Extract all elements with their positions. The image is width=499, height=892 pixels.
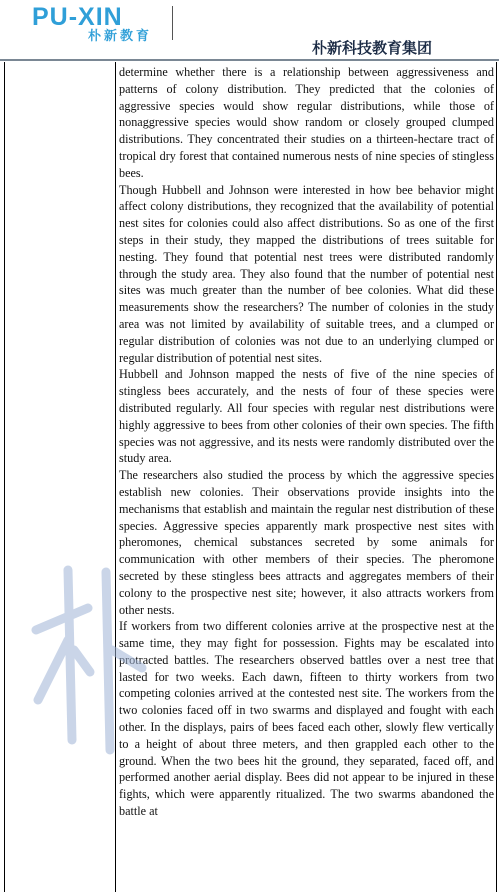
- paragraph-3: Hubbell and Johnson mapped the nests of five of the nine species of stingless bees accurately, and the nests of four of these species were distributed regularly. All four species with regular nest distributions were highly aggressive to bees from other colonies of their own species. The fifth species was not aggressive, and its nests were randomly distributed over the study area.: [119, 367, 494, 466]
- passage-cell: [116, 64, 497, 820]
- company-name: 朴新科技教育集团: [312, 39, 433, 57]
- document-table: [4, 62, 497, 892]
- puxin-logo: [32, 4, 152, 44]
- paragraph-1: determine whether there is a relationship between aggressiveness and patterns of colony distribution. They predicted that the colonies of aggressive species would show regular distributions, while those of nonaggressive species would show random or closely grouped clumped distributions. They concentrated their studies on a thirteen-hectare tract of tropical dry forest that contained numerous nests of nine species of stingless bees.: [119, 65, 494, 180]
- paragraph-5: If workers from two different colonies arrive at the prospective nest at the same time, they may fight for possession. Fights may be escalated into protracted battles. The researchers observed battles over a nest tree that lasted for two weeks. Each dawn, fifteen to thirty workers from two competing colonies arrived at the contested nest site. The workers from the two colonies faced off in two swarms and displayed and fought with each other. In the displays, pairs of bees faced each other, slowly flew vertically to a height of about three meters, and then grappled each other to the ground. When the two bees hit the ground, they separated, faced off, and performed another aerial display. Bees did not appear to be injured in these fights, which were apparently ritualized. The two swarms abandoned the battle at: [119, 619, 494, 819]
- paragraph-4: The researchers also studied the process by which the aggressive species establish new colonies. Their observations provide insights into the mechanisms that establish and maintain the regular nest distribution of these species. Aggressive species apparently mark prospective nest sites with pheromones, chemical substances secreted by some animals for communication with other members of their species. The pheromone secreted by these stingless bees attracts and aggregates members of their colony to the prospective nest site; however, it also attracts workers from other nests.: [119, 468, 494, 617]
- logo-text: PU-XIN: [32, 3, 123, 31]
- header-rule: [0, 59, 499, 61]
- logo-subtitle: 朴新教育: [88, 29, 153, 44]
- logo-divider: [172, 6, 173, 40]
- paragraph-2: Though Hubbell and Johnson were interested in how bee behavior might affect colony distributions, they recognized that the availability of potential nest sites for colonies could also affect distributions. So as one of the first steps in their study, they mapped the distributions of trees suitable for nesting. They found that potential nest trees were distributed randomly through the study area. They also found that the number of potential nest sites was much greater than the number of bee colonies. What did these measurements show the researchers? The number of colonies in the study area was not limited by availability of suitable trees, and a clumped or regular distribution of colonies was not due to an underlying clumped or regular distribution of potential nest sites.: [119, 182, 494, 365]
- page-header: [0, 0, 499, 62]
